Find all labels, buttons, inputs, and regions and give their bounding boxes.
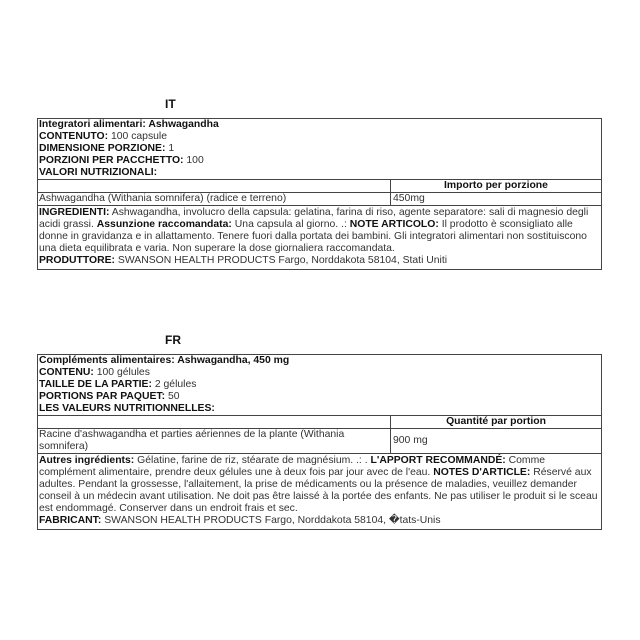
ingredients-paragraph bbox=[39, 207, 600, 255]
content-label: CONTENU: bbox=[39, 367, 94, 378]
note-text: Il prodotto è sconsigliato alle donne in gravidanza e in allattamento. Tenere fuori dalla portata dei bambini. Gli integratori alimentari non sostituiscono una dieta equilibrata e varia. Non superare la dose giornaliera raccomandata. bbox=[39, 219, 587, 254]
details-block bbox=[38, 205, 601, 269]
servings-label: PORZIONI PER PACCHETTO: bbox=[39, 155, 184, 166]
product-title: Integratori alimentari: Ashwagandha bbox=[39, 119, 219, 130]
content-label: CONTENUTO: bbox=[39, 131, 109, 142]
product-title: Compléments alimentaires: Ashwagandha, 450 mg bbox=[39, 355, 290, 366]
ingredients-paragraph bbox=[39, 455, 600, 515]
producer-label: FABRICANT: bbox=[39, 515, 102, 526]
nutrition-heading: LES VALEURS NUTRITIONNELLES: bbox=[39, 403, 215, 414]
nutrition-heading: VALORI NUTRIZIONALI: bbox=[39, 167, 158, 178]
table-header-row bbox=[38, 416, 601, 429]
ingredients-text: Gélatine, farine de riz, stéarate de magnésium. .: . bbox=[137, 455, 368, 466]
nutrition-table bbox=[38, 415, 601, 453]
portion-label: DIMENSIONE PORZIONE: bbox=[39, 143, 166, 154]
nutrition-table bbox=[38, 179, 601, 205]
ingredient-amount-cell: 900 mg bbox=[393, 435, 428, 446]
note-label: NOTE ARTICOLO: bbox=[349, 219, 439, 230]
servings-row bbox=[38, 155, 601, 167]
table-row bbox=[38, 193, 601, 205]
table-header-cell: Quantité par portion bbox=[446, 416, 546, 427]
label-box-it bbox=[37, 118, 602, 270]
table-header-row bbox=[38, 180, 601, 193]
section-language-label-fr: FR bbox=[165, 333, 181, 347]
portion-value: 2 gélules bbox=[154, 379, 197, 390]
producer-text: SWANSON HEALTH PRODUCTS Fargo, Norddakota 58104, �tats-Unis bbox=[104, 515, 441, 526]
dose-label: Assunzione raccomandata: bbox=[96, 219, 232, 230]
content-row bbox=[38, 367, 601, 379]
ingredients-text: Ashwagandha, involucro della capsula: gelatina, farina di riso, agente separatore: sali di magnesio degli acidi grassi. bbox=[39, 207, 589, 230]
table-header-empty-cell bbox=[38, 180, 391, 192]
servings-label: PORTIONS PAR PAQUET: bbox=[39, 391, 166, 402]
servings-value: 100 bbox=[186, 155, 204, 166]
details-block bbox=[38, 453, 601, 529]
ingredient-name-cell: Racine d'ashwagandha et parties aériennes de la plante (Withania somnifera) bbox=[38, 429, 391, 453]
section-language-label-it: IT bbox=[165, 97, 176, 111]
dose-text: Una capsula al giorno. .: bbox=[234, 219, 347, 230]
table-header-cell: Importo per porzione bbox=[444, 180, 548, 191]
table-header-empty-cell bbox=[38, 416, 391, 428]
note-label: NOTES D'ARTICLE: bbox=[433, 467, 531, 478]
label-box-fr bbox=[37, 354, 602, 530]
portion-row bbox=[38, 143, 601, 155]
note-text: Réservé aux adultes. Pendant la grossesse, l'allaitement, la prise de médicaments ou la présence de maladies, veuillez demander conseil à un médecin avant utilisation. Ne doit pas être laissé à la portée des enfants. Ne pas utiliser le produit si le sceau est endommagé. Conserver dans un endroit frais et sec. bbox=[39, 467, 598, 514]
ingredients-label: Autres ingrédients: bbox=[39, 455, 135, 466]
dose-text: Comme complément alimentaire, prendre deux gélules une à deux fois par jour avec de l'eau. bbox=[39, 455, 546, 478]
servings-row bbox=[38, 391, 601, 403]
producer-paragraph bbox=[39, 515, 600, 527]
portion-row bbox=[38, 379, 601, 391]
content-value: 100 gélules bbox=[96, 367, 150, 378]
portion-value: 1 bbox=[168, 143, 175, 154]
ingredient-amount-cell: 450mg bbox=[393, 193, 425, 204]
portion-label: TAILLE DE LA PARTIE: bbox=[39, 379, 152, 390]
ingredients-label: INGREDIENTI: bbox=[39, 207, 110, 218]
ingredient-name-cell: Ashwagandha (Withania somnifera) (radice e terreno) bbox=[38, 193, 391, 205]
producer-text: SWANSON HEALTH PRODUCTS Fargo, Norddakota 58104, Stati Uniti bbox=[117, 255, 448, 266]
servings-value: 50 bbox=[167, 391, 180, 402]
dose-label: L'APPORT RECOMMANDÉ: bbox=[370, 455, 506, 466]
content-value: 100 capsule bbox=[110, 131, 168, 142]
producer-paragraph bbox=[39, 255, 600, 267]
content-row bbox=[38, 131, 601, 143]
table-row bbox=[38, 429, 601, 453]
producer-label: PRODUTTORE: bbox=[39, 255, 116, 266]
